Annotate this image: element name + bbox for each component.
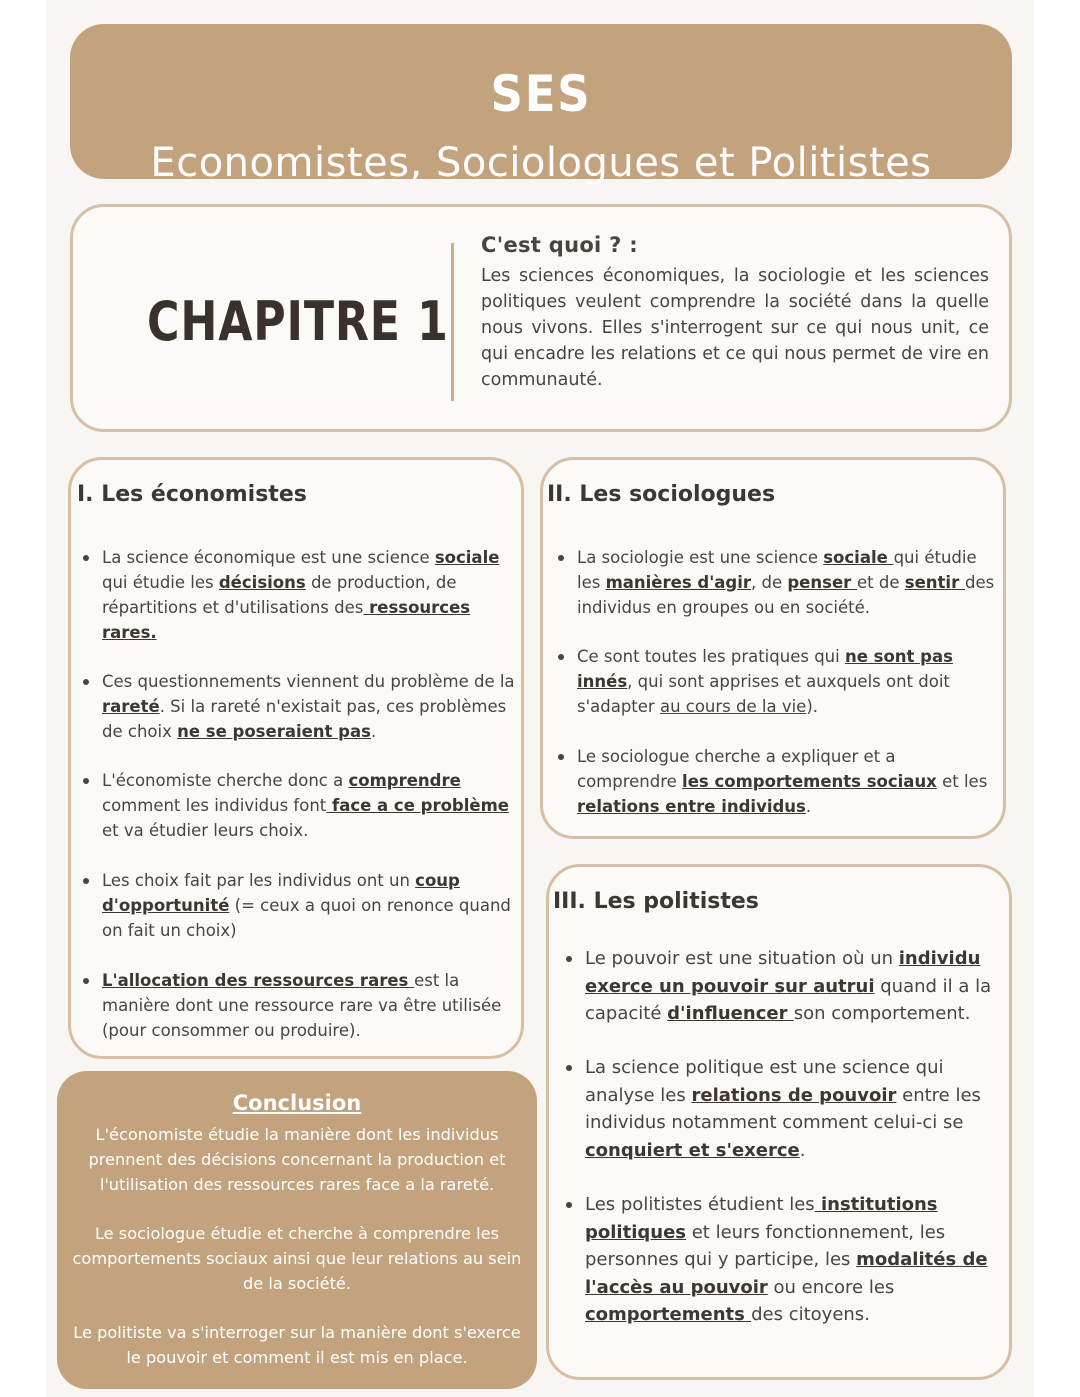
politistes-heading: III. Les politistes [553,889,759,914]
list-item: L'allocation des ressources rares est la manière dont une ressource rare va être utilisée (pour consommer ou produire). [102,968,524,1043]
list-item: Le pouvoir est une situation où un individu exerce un pouvoir sur autrui quand il a la capacité d'influencer son comportement. [585,945,997,1028]
list-item: La sociologie est une science sociale qui étudie les manières d'agir, de penser et de sentir des individus en groupes ou en société. [577,545,999,620]
intro-heading: C'est quoi ? : [481,233,638,257]
header-banner [70,24,1012,186]
conclusion-paragraph: Le politiste va s'interroger sur la manière dont s'exerce le pouvoir et comment il est mis en place. [73,1323,521,1367]
list-item: Les choix fait par les individus ont un coup d'opportunité (= ceux a quoi on renonce quand on fait un choix) [102,868,522,943]
conclusion-paragraph: Le sociologue étudie et cherche à comprendre les comportements sociaux ainsi que leur relations au sein de la société. [72,1224,522,1293]
list-item: La science politique est une science qui analyse les relations de pouvoir entre les individus notamment comment celui-ci se conquiert et s'exerce. [585,1054,997,1164]
conclusion-title: Conclusion [232,1091,362,1115]
economistes-card [68,457,524,1059]
intro-card [70,204,1012,432]
intro-text: Les sciences économiques, la sociologie et les sciences politiques veulent comprendre la société dans la quelle nous vivons. Elles s'interrogent sur ce qui nous unit, ce qui encadre les relations et ce qui nous permet de vire en communauté. [481,266,989,390]
chapter-label: CHAPITRE 1 [147,290,449,353]
list-item: Les politistes étudient les institutions politiques et leurs fonctionnement, les personnes qui y participe, les modalités de l'accès au pouvoir ou encore les comportements des citoyens. [585,1191,997,1329]
sociologues-heading: II. Les sociologues [547,482,776,507]
list-item: Ce sont toutes les pratiques qui ne sont pas innés, qui sont apprises et auxquels ont doit s'adapter au cours de la vie). [577,644,977,719]
list-item: Le sociologue cherche a expliquer et a comprendre les comportements sociaux et les relations entre individus. [577,744,999,819]
divider [451,243,454,401]
page-title: SES [490,65,592,123]
list-item: L'économiste cherche donc a comprendre comment les individus font face a ce problème et va étudier leurs choix. [102,768,524,843]
politistes-card [546,864,1012,1380]
list-item: Ces questionnements viennent du problème de la rareté. Si la rareté n'existait pas, ces problèmes de choix ne se poseraient pas. [102,669,522,744]
page-subtitle: Economistes, Sociologues et Politistes [150,140,932,186]
list-item: La science économique est une science sociale qui étudie les décisions de production, de répartitions et d'utilisations des ressources rares. [102,545,522,645]
sociologues-card [540,457,1006,839]
conclusion-card [57,1071,537,1389]
economistes-heading: I. Les économistes [77,482,307,507]
conclusion-paragraph: L'économiste étudie la manière dont les individus prennent des décisions concernant la production et l'utilisation des ressources rares face a la rareté. [88,1125,506,1194]
